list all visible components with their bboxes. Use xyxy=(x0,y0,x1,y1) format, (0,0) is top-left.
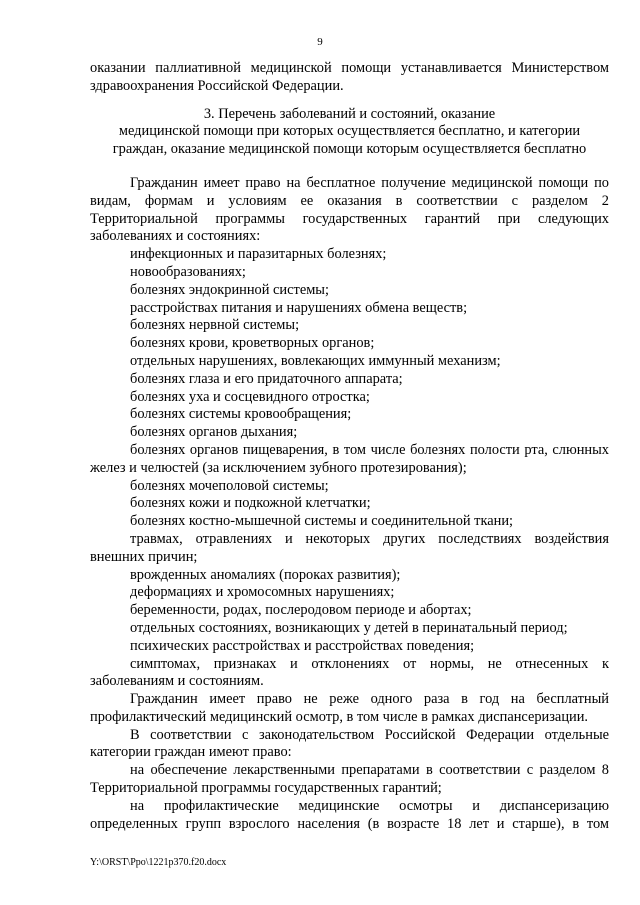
condition-item: болезнях глаза и его придаточного аппарата; xyxy=(130,370,403,387)
right-item: на обеспечение лекарственными препаратами в соответствии с разделом 8 Территориальной программы государственных гарантий; xyxy=(90,762,609,797)
section-heading xyxy=(90,106,609,159)
condition-item: болезнях эндокринной системы; xyxy=(130,281,329,298)
main-paragraph: Гражданин имеет право на бесплатное получение медицинской помощи по видам, формам и условиям ее оказания в соответствии с разделом 2 Территориальной программы государственных гарантий при следующих заболеваниях и состояниях: xyxy=(90,174,609,245)
condition-item: беременности, родах, послеродовом периоде и абортах; xyxy=(130,602,472,619)
condition-item: расстройствах питания и нарушениях обмена веществ; xyxy=(130,299,468,316)
footer-file-path: Y:\ORST\Ppo\1221p370.f20.docx xyxy=(90,857,227,868)
section-heading-line: граждан, оказание медицинской помощи которым осуществляется бесплатно xyxy=(112,141,587,158)
condition-item: болезнях системы кровообращения; xyxy=(130,406,352,423)
right-item: на профилактические медицинские осмотры и диспансеризацию определенных групп взрослого населения (в возрасте 18 лет и старше), в том xyxy=(90,797,609,832)
conditions-list xyxy=(90,246,609,691)
condition-item: болезнях мочеполовой системы; xyxy=(130,477,329,494)
condition-item: инфекционных и паразитарных болезнях; xyxy=(130,246,387,263)
condition-item: болезнях кожи и подкожной клетчатки; xyxy=(130,495,371,512)
categories-intro: В соответствии с законодательством Российской Федерации отдельные категории граждан имеют право: xyxy=(90,726,609,761)
condition-item: симптомах, признаках и отклонениях от нормы, не отнесенных к заболеваниям и состояниям. xyxy=(90,655,609,690)
condition-item: врожденных аномалиях (пороках развития); xyxy=(130,566,401,583)
condition-item: деформациях и хромосомных нарушениях; xyxy=(130,584,395,601)
condition-item: болезнях органов пищеварения, в том числе болезнях полости рта, слюнных желез и челюстей (за исключением зубного протезирования); xyxy=(90,441,609,476)
document-body xyxy=(90,60,609,833)
section-heading-line: медицинской помощи при которых осуществляется бесплатно, и категории xyxy=(118,123,581,140)
page-number: 9 xyxy=(317,36,323,48)
condition-item: болезнях крови, кроветворных органов; xyxy=(130,335,375,352)
condition-item: отдельных состояниях, возникающих у детей в перинатальный период; xyxy=(130,619,568,636)
condition-item: болезнях органов дыхания; xyxy=(130,424,298,441)
condition-item: отдельных нарушениях, вовлекающих иммунный механизм; xyxy=(130,352,501,369)
condition-item: болезнях костно-мышечной системы и соединительной ткани; xyxy=(130,513,514,530)
checkup-paragraph: Гражданин имеет право не реже одного раза в год на бесплатный профилактический медицинский осмотр, в том числе в рамках диспансеризации. xyxy=(90,691,609,725)
intro-paragraph: оказании паллиативной медицинской помощи устанавливается Министерством здравоохранения Российской Федерации. xyxy=(90,60,609,94)
rights-list xyxy=(90,762,609,833)
condition-item: травмах, отравлениях и некоторых других последствиях воздействия внешних причин; xyxy=(90,530,609,565)
condition-item: психических расстройствах и расстройствах поведения; xyxy=(130,637,475,654)
condition-item: новообразованиях; xyxy=(130,263,246,280)
condition-item: болезнях нервной системы; xyxy=(130,317,300,334)
section-heading-line: 3. Перечень заболеваний и состояний, оказание xyxy=(203,105,496,122)
condition-item: болезнях уха и сосцевидного отростка; xyxy=(130,388,370,405)
